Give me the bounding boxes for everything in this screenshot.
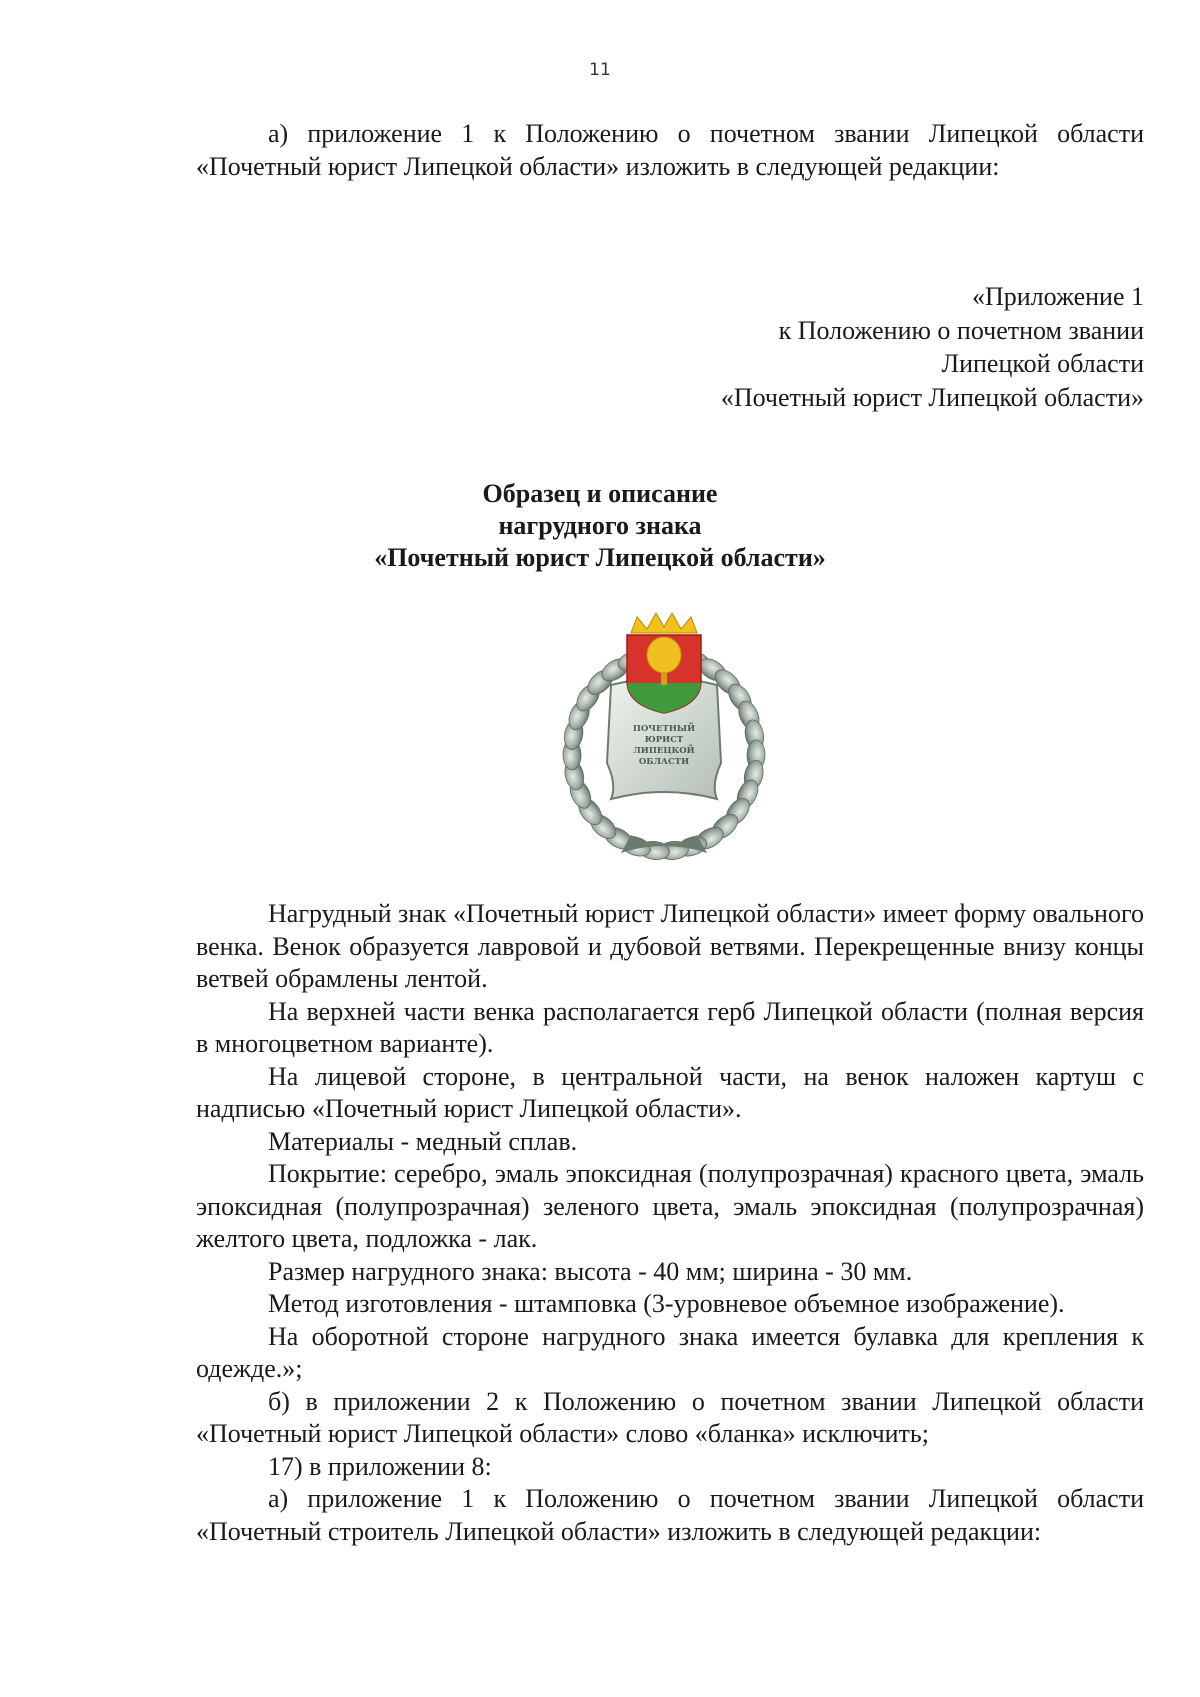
appendix-ref-line-2: к Положению о почетном звании bbox=[778, 315, 1144, 345]
heading-line-1: Образец и описание bbox=[482, 479, 718, 508]
description-paragraph: Метод изготовления - штамповка (3-уровневое объемное изображение). bbox=[268, 1289, 1065, 1318]
section-heading bbox=[0, 478, 1200, 574]
description-paragraph: 17) в приложении 8: bbox=[268, 1451, 492, 1481]
description-paragraph: На верхней части венка располагается герб Липецкой области (полная версия в многоцветном варианте). bbox=[196, 996, 1144, 1058]
page-number: 11 bbox=[589, 60, 611, 80]
appendix-ref-line-1: «Приложение 1 bbox=[971, 282, 1144, 311]
intro-line-1: а) приложение 1 к Положению о почетном звании Липецкой области bbox=[268, 119, 1144, 148]
badge-image bbox=[561, 613, 767, 863]
intro-line-2: «Почетный юрист Липецкой области» изложить в следующей редакции: bbox=[196, 151, 1000, 181]
badge-inscription-line-3: ЛИПЕЦКОЙ bbox=[633, 746, 695, 756]
badge-inscription-line-2: ЮРИСТ bbox=[644, 735, 684, 745]
appendix-reference bbox=[721, 280, 1144, 414]
description-paragraph: Нагрудный знак «Почетный юрист Липецкой области» имеет форму овального венка. Венок образуется лавровой и дубовой ветвями. Перекрещенные внизу концы ветвей обрамлены лентой. bbox=[196, 899, 1144, 993]
description-paragraph: б) в приложении 2 к Положению о почетном звании Липецкой области «Почетный юрист Липецкой области» слово «бланка» исключить; bbox=[196, 1386, 1144, 1448]
heading-line-3: «Почетный юрист Липецкой области» bbox=[374, 543, 826, 572]
description-paragraph: Материалы - медный сплав. bbox=[268, 1126, 578, 1156]
description-paragraph: На оборотной стороне нагрудного знака имеется булавка для крепления к одежде.»; bbox=[196, 1321, 1144, 1383]
appendix-ref-line-3: Липецкой области bbox=[941, 349, 1144, 378]
description-paragraph: Покрытие: серебро, эмаль эпоксидная (полупрозрачная) красного цвета, эмаль эпоксидная (полупрозрачная) зеленого цвета, эмаль эпоксидная (полупрозрачная) желтого цвета, подложка - лак. bbox=[196, 1159, 1144, 1253]
appendix-ref-line-4: «Почетный юрист Липецкой области» bbox=[720, 382, 1144, 412]
tree-crown bbox=[647, 637, 681, 673]
description-block bbox=[196, 898, 1144, 1548]
heading-line-2: нагрудного знака bbox=[498, 511, 702, 540]
intro-paragraph bbox=[196, 118, 1144, 183]
badge-inscription-line-1: ПОЧЕТНЫЙ bbox=[632, 724, 696, 734]
badge-inscription-line-4: ОБЛАСТИ bbox=[638, 757, 690, 767]
description-paragraph: Размер нагрудного знака: высота - 40 мм; ширина - 30 мм. bbox=[268, 1256, 913, 1286]
description-paragraph: На лицевой стороне, в центральной части, на венок наложен картуш с надписью «Почетный юрист Липецкой области». bbox=[196, 1061, 1144, 1123]
intro-text bbox=[196, 118, 1144, 183]
description-paragraph: а) приложение 1 к Положению о почетном звании Липецкой области «Почетный строитель Липецкой области» изложить в следующей редакции: bbox=[196, 1484, 1144, 1546]
crown-shape bbox=[631, 613, 697, 633]
